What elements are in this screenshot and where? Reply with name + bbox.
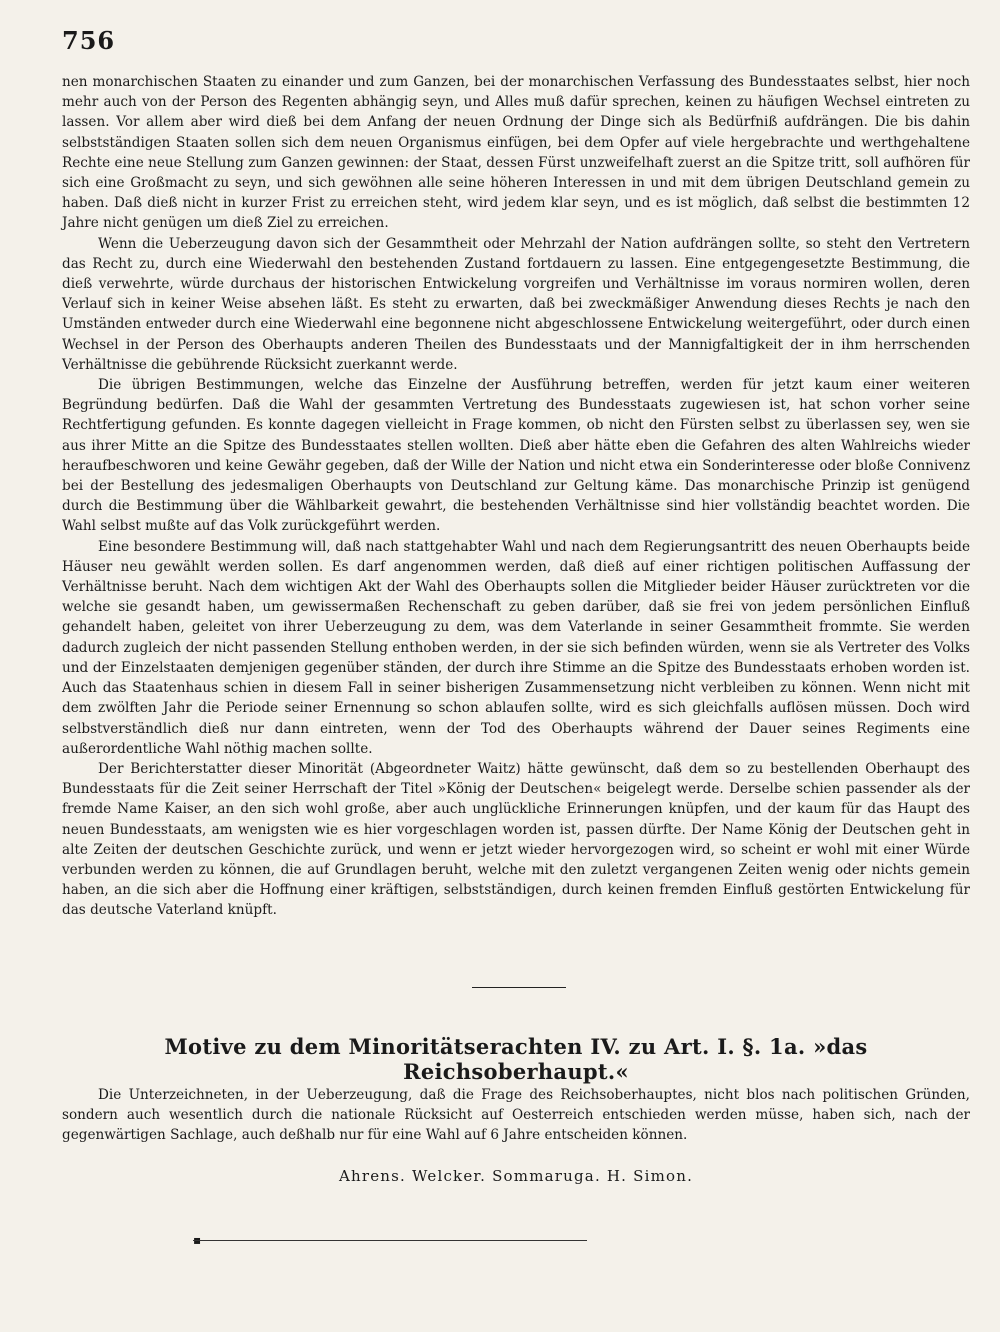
page-number: 756 [62, 26, 116, 55]
paragraph-2: Wenn die Ueberzeugung davon sich der Gesammtheit oder Mehrzahl der Nation aufdrängen sollte, so steht den Vertretern das Recht zu, durch eine Wiederwahl den bestehenden Zustand fortdauern zu lassen. Eine entgegengesetzte Bestimmung, die dieß verwehrte, würde durchaus der historischen Entwickelung vorgreifen und Verhältnisse im voraus normiren wollen, deren Verlauf sich in keiner Weise absehen läßt. Es steht zu erwarten, daß bei zweckmäßiger Anwendung dieses Rechts je nach den Umständen entweder durch eine Wiederwahl eine begonnene nicht abgeschlossene Entwickelung weitergeführt, oder durch einen Wechsel in der Person des Oberhaupts anderen Theilen des Bundesstaats und der Mannigfaltigkeit der in ihm herrschenden Verhältnisse die gebührende Rücksicht zuerkannt werde. [62, 235, 970, 373]
main-body-text [62, 72, 970, 921]
paragraph-5: Der Berichterstatter dieser Minorität (Abgeordneter Waitz) hätte gewünscht, daß dem so zu bestellenden Oberhaupt des Bundesstaats für die Zeit seiner Herrschaft der Titel »König der Deutschen« beigelegt werde. Derselbe schien passender als der fremde Name Kaiser, an den sich wohl große, aber auch unglückliche Erinnerungen knüpfen, und der kaum für das Haupt des neuen Bundesstaats, am wenigsten wie es hier vorgeschlagen worden ist, passen dürfte. Der Name König der Deutschen geht in alte Zeiten der deutschen Geschichte zurück, und wenn er jetzt wieder hervorgezogen wird, so scheint er wohl mit einer Würde verbunden werden zu können, die auf Grundlagen beruht, welche mit den zuletzt vergangenen Zeiten wenig oder nichts gemein haben, an die sich aber die Hoffnung einer kräftigen, selbstständigen, durch keinen fremden Einfluß gestörten Entwickelung für das deutsche Vaterland knüpft. [62, 760, 970, 919]
section-text [62, 1085, 970, 1146]
paragraph-1: nen monarchischen Staaten zu einander und zum Ganzen, bei der monarchischen Verfassung des Bundesstaates selbst, hier noch mehr auch von der Person des Regenten abhängig seyn, und Alles muß dafür sprechen, keinen zu häufigen Wechsel eintreten zu lassen. Vor allem aber wird dieß bei dem Anfang der neuen Ordnung der Dinge sich als Bedürfniß aufdrängen. Die bis dahin selbstständigen Staaten sollen sich dem neuen Organismus einfügen, bei dem Opfer auf viele hergebrachte und werthgehaltene Rechte eine neue Stellung zum Ganzen gewinnen: der Staat, dessen Fürst unzweifelhaft zuerst an die Spitze tritt, soll aufhören für sich eine Großmacht zu seyn, und sich gewöhnen alle seine höheren Interessen in und mit dem übrigen Deutschland gemein zu haben. Daß dieß nicht in kurzer Frist zu erreichen steht, wird jedem klar seyn, und es ist möglich, daß selbst die bestimmten 12 Jahre nicht genügen um dieß Ziel zu erreichen. [62, 74, 970, 232]
section-paragraph: Die Unterzeichneten, in der Ueberzeugung, daß die Frage des Reichsoberhauptes, nicht blos nach politischen Gründen, sondern auch wesentlich durch die nationale Rücksicht auf Oesterreich entschieden werden müsse, haben sich, nach der gegenwärtigen Sachlage, auch deßhalb nur für eine Wahl auf 6 Jahre entscheiden können. [62, 1087, 970, 1144]
section-heading: Motive zu dem Minoritätserachten IV. zu Art. I. §. 1a. »das Reichsoberhaupt.« [164, 1034, 868, 1084]
signatures: Ahrens. Welcker. Sommaruga. H. Simon. [338, 1167, 694, 1185]
signature-underline [193, 1240, 587, 1241]
paragraph-3: Die übrigen Bestimmungen, welche das Einzelne der Ausführung betreffen, werden für jetzt kaum einer weiteren Begründung bedürfen. Daß die Wahl der gesammten Vertretung des Bundesstaats zugewiesen ist, hat schon vorher seine Rechtfertigung gefunden. Es konnte dagegen vielleicht in Frage kommen, ob nicht den Fürsten selbst zu überlassen sey, wen sie aus ihrer Mitte an die Spitze des Bundesstaates stellen wollten. Dieß aber hätte eben die Gefahren des alten Wahlreichs wieder heraufbeschworen und keine Gewähr gegeben, daß der Wille der Nation und nicht etwa ein Sonderinteresse oder bloße Connivenz bei der Bestellung des jedesmaligen Oberhaupts von Deutschland zur Geltung käme. Das monarchische Prinzip ist genügend durch die Bestimmung über die Wählbarkeit gewahrt, die bestehenden Verhältnisse sind hier vollständig beachtet worden. Die Wahl selbst mußte auf das Volk zurückgeführt werden. [62, 377, 970, 535]
section-divider [472, 987, 566, 988]
paragraph-4: Eine besondere Bestimmung will, daß nach stattgehabter Wahl und nach dem Regierungsantritt des neuen Oberhaupts beide Häuser neu gewählt werden sollen. Es darf angenommen werden, daß dieß auf einer richtigen politischen Auffassung der Verhältnisse beruht. Nach dem wichtigen Akt der Wahl des Oberhaupts sollen die Mitglieder beider Häuser zurücktreten vor die welche sie gesandt haben, um gewissermaßen Rechenschaft zu geben darüber, daß sie frei von jedem persönlichen Einfluß gehandelt haben, geleitet von ihrer Ueberzeugung zu dem, was dem Vaterlande in seiner Gesammtheit frommte. Sie werden dadurch zugleich der nicht passenden Stellung enthoben werden, in der sie sich befinden würden, wenn sie als Vertreter des Volks und der Einzelstaaten demjenigen gegenüber ständen, der durch ihre Stimme an die Spitze des Bundesstaats erhoben worden ist. Auch das Staatenhaus schien in diesem Fall in seiner bisherigen Zusammensetzung nicht verbleiben zu können. Wenn nicht mit dem zwölften Jahr die Periode seiner Ernennung so schon ablaufen sollte, wird es sich gleichfalls auflösen müssen. Doch wird selbstverständlich dieß nur dann eintreten, wenn der Tod des Oberhaupts während der Dauer seines Regiments eine außerordentliche Wahl nöthig machen sollte. [62, 538, 970, 757]
bullet-mark-icon: ▪ [193, 1233, 202, 1247]
